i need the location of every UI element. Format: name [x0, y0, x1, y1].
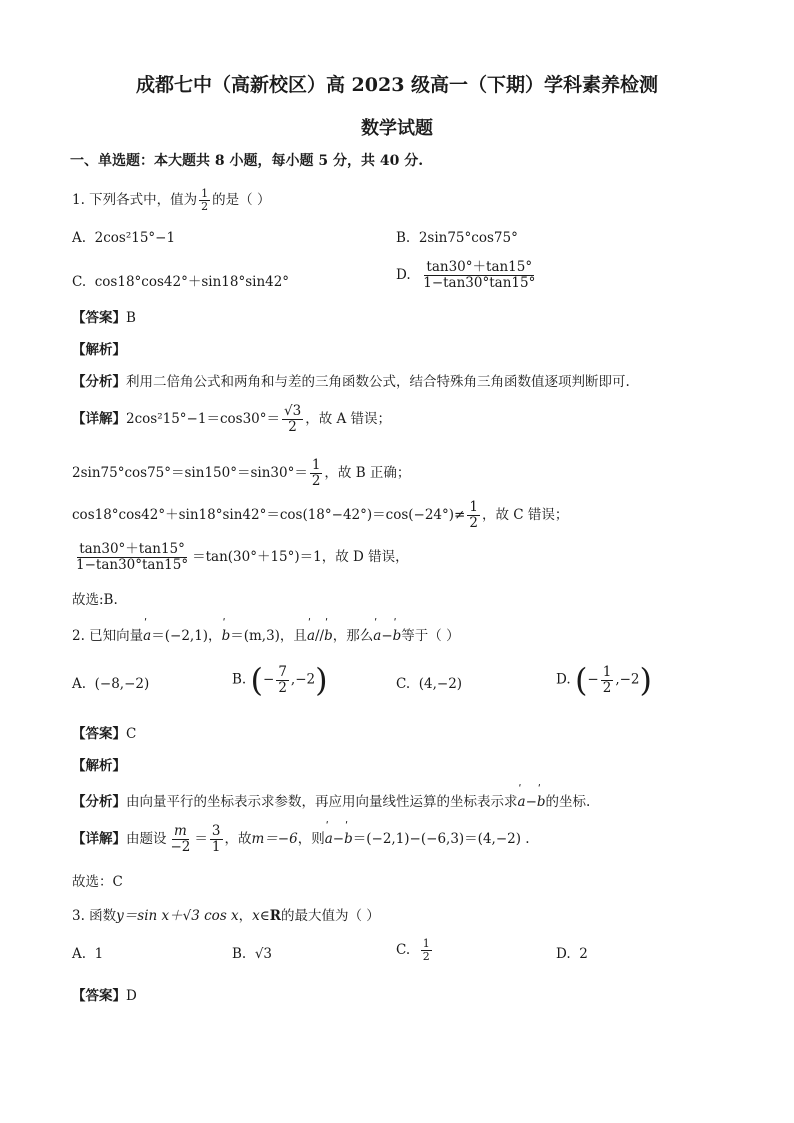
option-label: A. [72, 676, 87, 692]
detail-text: ＝(−2,1)−(−6,3)＝(4,−2) . [352, 830, 530, 847]
q2-option-d [556, 661, 653, 699]
frac-num: m [174, 823, 187, 839]
q1-stem-post: 的是（ ） [212, 192, 271, 209]
vector-a: ˈ a [307, 628, 315, 644]
option-text: 1 [94, 946, 104, 962]
detail-fraction [210, 824, 223, 855]
detail-conclusion: ，故 C 错误； [481, 506, 569, 523]
q1-detail-line-1 [72, 404, 391, 435]
option-label: C. [396, 942, 411, 959]
frac-den: 2 [311, 472, 321, 489]
detail-conclusion: ，故 B 正确； [324, 464, 411, 481]
option-label: C. [72, 274, 87, 290]
frac-den: 2 [288, 418, 297, 435]
option-sign: − [263, 671, 275, 688]
vector-a: ˈ a [518, 794, 526, 810]
option-label: D. [556, 946, 571, 962]
q2-detail [72, 824, 530, 855]
answer-tag: 【答案】 [72, 726, 126, 742]
section-heading: 一、单选题：本大题共 8 小题，每小题 5 分，共 40 分. [70, 153, 424, 169]
option-label: B. [232, 946, 247, 962]
detail-fraction [169, 824, 193, 855]
frac-den: 2 [469, 514, 478, 531]
detail-text: ，则 [297, 830, 325, 847]
q1-option-a [72, 230, 175, 246]
option-text: 2sin75°cos75° [418, 230, 518, 246]
frac-num: 7 [278, 663, 287, 680]
option-label: B. [232, 671, 247, 688]
frac-den: 1−tan30°tan15° [76, 556, 189, 573]
frac-den: −2 [170, 838, 191, 855]
frac-den: 2 [602, 679, 612, 696]
q3-option-a [72, 946, 103, 962]
vector-b: ˈ b [393, 628, 402, 644]
q3-stem-part: 3. 函数 [72, 908, 117, 924]
q1-answer [72, 306, 136, 326]
q2-choose: 故选：C [72, 874, 123, 890]
detail-fraction [282, 404, 303, 435]
minus-symbol: − [525, 794, 537, 810]
q1-detail-line-2 [72, 458, 410, 489]
q3-option-d [556, 946, 588, 962]
q2-option-c [396, 676, 462, 692]
parallel-symbol: // [315, 628, 325, 644]
option-fraction [421, 260, 537, 291]
vector-a: ˈ a [373, 628, 381, 644]
paren-open: ( [250, 661, 263, 699]
option-text: (−8,−2) [94, 676, 150, 692]
frac-num: 1 [602, 663, 612, 680]
detail-fraction [310, 458, 323, 489]
option-text: ,−2 [290, 671, 316, 688]
answer-tag: 【答案】 [72, 988, 126, 1004]
question-3-stem [72, 904, 380, 924]
q2-solution-heading: 【解析】 [72, 758, 126, 774]
q3-answer [72, 984, 137, 1004]
q3-stem-part: 的最大值为（ ） [281, 908, 380, 924]
detail-expr: 2cos²15°−1＝cos30°＝ [126, 410, 280, 427]
option-text: cos18°cos42°＋sin18°sin42° [94, 274, 290, 290]
real-set-symbol: R [269, 908, 281, 924]
q1-detail-line-3 [72, 500, 568, 531]
analysis-tag: 【分析】 [72, 794, 126, 810]
analysis-text: 利用二倍角公式和两角和与差的三角函数公式，结合特殊角三角函数值逐项判断即可. [126, 374, 630, 390]
frac-den: 1 [211, 838, 221, 855]
paren-open: ( [574, 661, 588, 699]
answer-tag: 【答案】 [72, 310, 126, 326]
frac-den: 2 [201, 200, 209, 214]
option-fraction [421, 938, 432, 963]
q3-option-b [232, 946, 272, 962]
q2-analysis [72, 790, 590, 810]
minus-symbol: − [332, 830, 345, 847]
detail-math: m＝−6 [251, 830, 298, 847]
analysis-text: 由向量平行的坐标表示求参数，再应用向量线性运算的坐标表示求 [126, 794, 518, 810]
detail-text: 由题设 [126, 830, 167, 847]
frac-num: 1 [469, 499, 478, 515]
frac-num: 3 [211, 823, 221, 839]
detail-tag: 【详解】 [72, 410, 126, 427]
q2-option-b [232, 661, 328, 699]
q2-stem-part: ＝(m,3)，且 [230, 628, 307, 644]
frac-den: 2 [422, 950, 430, 964]
page-subtitle: 数学试题 [361, 118, 433, 139]
vector-b: ˈ b [344, 831, 353, 847]
question-2-stem [72, 624, 460, 644]
option-label: C. [396, 676, 411, 692]
answer-value: D [126, 988, 137, 1004]
option-label: A. [72, 230, 87, 246]
option-text: √3 [254, 946, 273, 962]
q1-option-c [72, 270, 289, 290]
detail-conclusion: ＝tan(30°＋15°)＝1，故 D 错误， [192, 548, 409, 565]
q2-stem-part: ，那么 [332, 628, 374, 644]
option-text: (4,−2) [418, 676, 463, 692]
frac-num: tan30°＋tan15° [426, 259, 533, 275]
q1-option-d [396, 260, 539, 291]
q1-stem-pre: 1. 下列各式中，值为 [72, 192, 198, 209]
detail-text: ，故 [224, 830, 252, 847]
option-text: 2 [579, 946, 588, 962]
q2-stem-part: 等于（ ） [401, 628, 460, 644]
q3-option-c [396, 938, 434, 963]
page-title: 成都七中（高新校区）高 2023 级高一（下期）学科素养检测 [135, 74, 659, 96]
option-label: A. [72, 946, 87, 962]
vector-b: ˈ b [324, 628, 333, 644]
q1-detail-line-4 [72, 542, 409, 573]
frac-num: 1 [201, 187, 209, 200]
option-fraction [276, 665, 289, 696]
q3-function: y＝sin x＋√3 cos x [116, 908, 239, 924]
frac-num: tan30°＋tan15° [79, 541, 185, 557]
answer-value: B [126, 310, 136, 326]
detail-fraction [74, 542, 190, 573]
option-sign: − [587, 671, 599, 688]
q2-stem-part: ＝(−2,1)， [151, 628, 222, 644]
frac-num: 1 [311, 457, 321, 473]
analysis-text: 的坐标. [545, 794, 591, 810]
q3-stem-part: ， [238, 908, 253, 924]
minus-symbol: − [381, 628, 393, 644]
vector-a: ˈ a [143, 628, 151, 644]
question-1-stem [72, 188, 270, 213]
option-text: ,−2 [615, 671, 640, 688]
vector-b: ˈ b [537, 794, 546, 810]
q1-solution-heading: 【解析】 [72, 342, 126, 358]
detail-fraction [467, 500, 480, 531]
vector-b: ˈ b [222, 628, 231, 644]
q1-stem-fraction [199, 188, 210, 213]
q2-option-a [72, 676, 149, 692]
detail-tag: 【详解】 [72, 830, 126, 847]
option-fraction [601, 665, 614, 696]
q1-choose: 故选:B. [72, 592, 118, 608]
frac-den: 1−tan30°tan15° [423, 274, 536, 291]
q1-analysis [72, 370, 630, 390]
option-label: D. [556, 671, 571, 688]
q2-answer [72, 722, 136, 742]
q1-option-b [396, 230, 518, 246]
detail-expr: 2sin75°cos75°＝sin150°＝sin30°＝ [72, 464, 308, 481]
answer-value: C [126, 726, 137, 742]
detail-conclusion: ，故 A 错误； [305, 410, 392, 427]
frac-den: 2 [278, 679, 287, 696]
analysis-tag: 【分析】 [72, 374, 126, 390]
equals-symbol: ＝ [194, 830, 208, 847]
frac-num: √3 [284, 403, 302, 419]
paren-close: ) [315, 661, 328, 699]
option-label: D. [396, 266, 411, 283]
detail-expr: cos18°cos42°＋sin18°sin42°＝cos(18°−42°)＝cos(−24°)≠ [72, 506, 466, 523]
option-text: 2cos²15°−1 [94, 230, 176, 246]
paren-close: ) [639, 661, 653, 699]
q2-stem-part: 2. 已知向量 [72, 628, 144, 644]
q3-domain: x∈ [252, 908, 270, 924]
vector-a: ˈ a [325, 831, 333, 847]
option-label: B. [396, 230, 411, 246]
frac-num: 1 [422, 937, 430, 950]
